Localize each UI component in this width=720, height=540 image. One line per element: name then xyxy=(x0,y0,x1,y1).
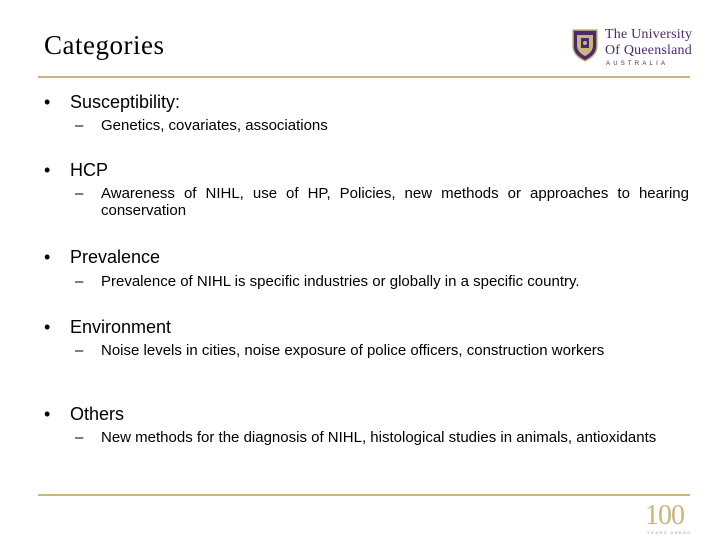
bullet-item-others xyxy=(44,404,124,425)
sub-text: Noise levels in cities, noise exposure of police officers, construction workers xyxy=(101,342,605,359)
bullet-marker: • xyxy=(44,247,51,267)
sub-item-others xyxy=(75,429,689,446)
bullet-label: HCP xyxy=(70,160,109,180)
sub-item-susceptibility xyxy=(75,117,665,134)
bullet-item-hcp xyxy=(44,160,108,181)
bullet-label: Environment xyxy=(70,317,172,337)
bullet-marker: • xyxy=(44,317,51,337)
bullet-label: Others xyxy=(70,404,125,424)
sub-item-prevalence xyxy=(75,273,689,290)
bullet-item-environment xyxy=(44,317,171,338)
sub-marker: – xyxy=(75,429,84,446)
title-divider xyxy=(38,76,690,78)
footer-divider xyxy=(38,494,690,496)
sub-item-hcp xyxy=(75,185,689,219)
sub-marker: – xyxy=(75,117,84,134)
bullet-item-prevalence xyxy=(44,247,160,268)
centenary-logo xyxy=(645,500,695,536)
bullet-label: Prevalence xyxy=(70,247,161,267)
sub-text: Genetics, covariates, associations xyxy=(101,117,328,134)
logo-country: AUSTRALIA xyxy=(606,61,669,67)
bullet-marker: • xyxy=(44,404,51,424)
logo-line-1: The University xyxy=(605,27,693,42)
centenary-caption: YEARS AHEAD xyxy=(647,530,692,535)
slide-title: Categories xyxy=(44,30,165,60)
sub-marker: – xyxy=(75,273,84,290)
university-logo xyxy=(571,26,711,70)
bullet-marker: • xyxy=(44,92,51,112)
sub-text: New methods for the diagnosis of NIHL, histological studies in animals, antioxidants xyxy=(101,429,657,446)
sub-marker: – xyxy=(75,185,84,202)
bullet-label: Susceptibility: xyxy=(70,92,181,112)
centenary-number: 100 xyxy=(645,500,684,531)
bullet-marker: • xyxy=(44,160,51,180)
sub-item-environment xyxy=(75,342,689,359)
logo-line-2: Of Queensland xyxy=(605,43,692,58)
bullet-item-susceptibility xyxy=(44,92,180,113)
sub-marker: – xyxy=(75,342,84,359)
crest-icon xyxy=(571,28,599,62)
sub-text: Prevalence of NIHL is specific industries or globally in a specific country. xyxy=(101,273,580,290)
sub-text: Awareness of NIHL, use of HP, Policies, new methods or approaches to hearing conservation xyxy=(101,185,689,219)
